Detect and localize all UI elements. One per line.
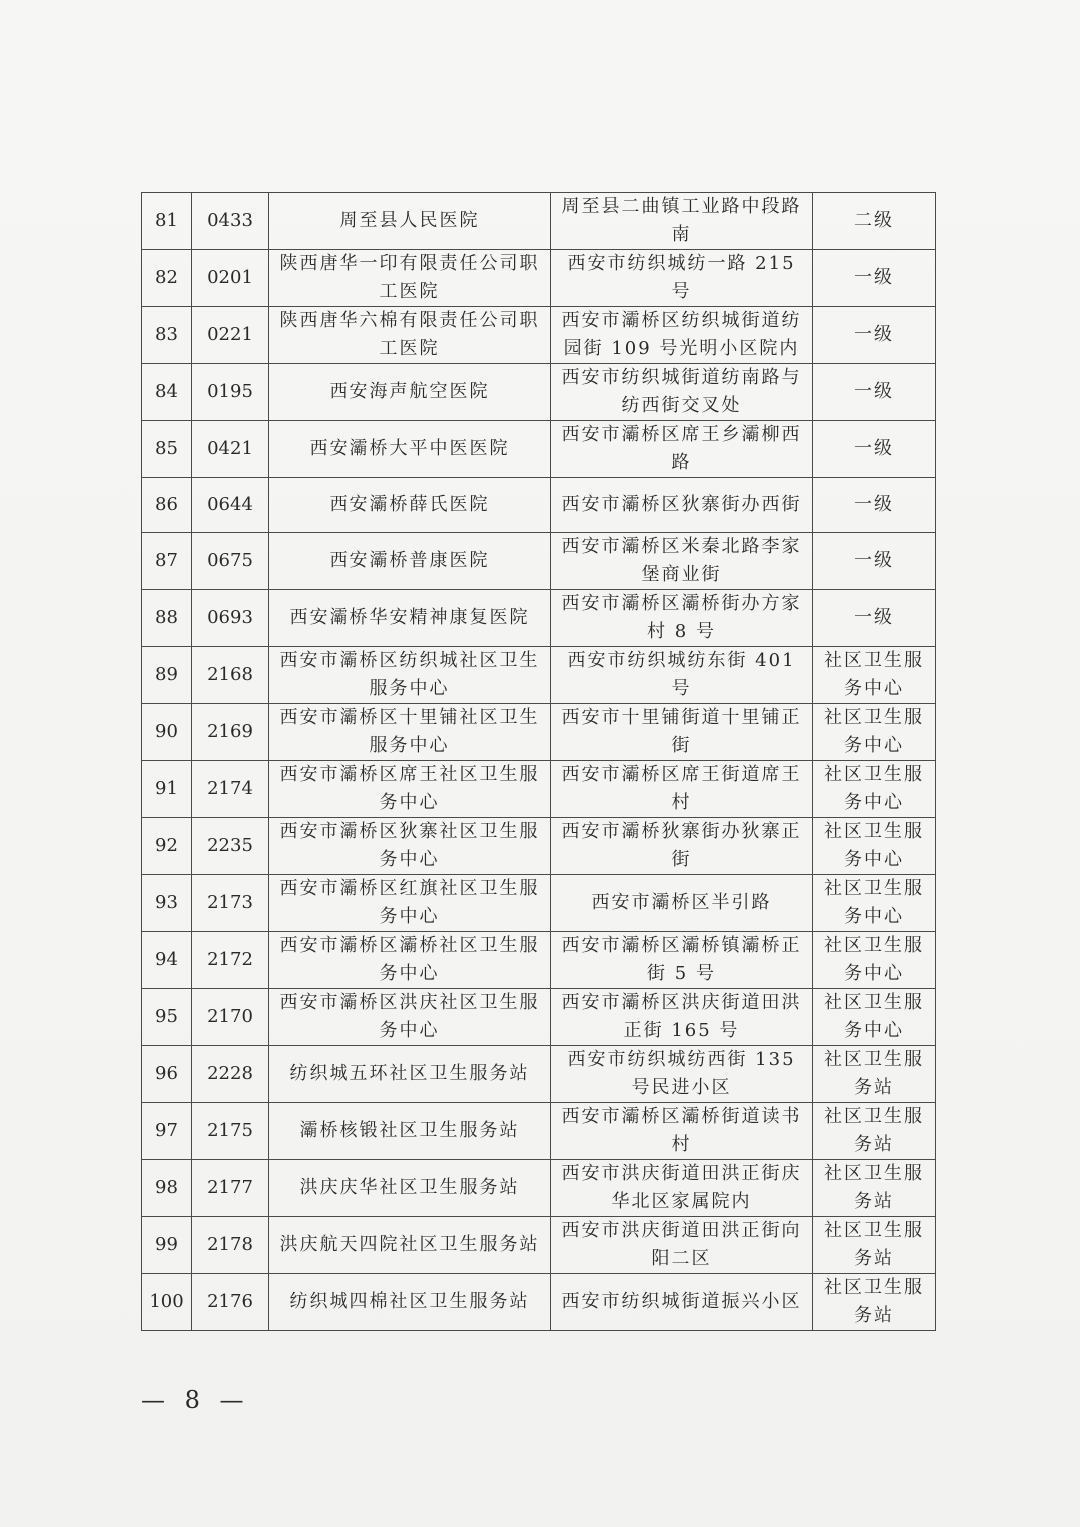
institution-code-cell: 2170 — [192, 989, 269, 1046]
address-cell: 西安市灞桥区纺织城街道纺园街 109 号光明小区院内 — [551, 307, 813, 364]
address-cell: 西安市灞桥区席王街道席王村 — [551, 761, 813, 818]
institution-code-cell: 2178 — [192, 1217, 269, 1274]
institution-code-cell: 2168 — [192, 647, 269, 704]
level-cell: 一级 — [813, 533, 936, 590]
institution-name-cell: 西安海声航空医院 — [269, 364, 551, 421]
institution-code-cell: 2177 — [192, 1160, 269, 1217]
level-cell: 社区卫生服务中心 — [813, 647, 936, 704]
address-cell: 西安市灞桥区席王乡灞柳西路 — [551, 421, 813, 478]
table-row — [142, 307, 936, 364]
table-row — [142, 704, 936, 761]
institution-name-cell: 西安灞桥大平中医医院 — [269, 421, 551, 478]
institution-name-cell: 西安市灞桥区纺织城社区卫生服务中心 — [269, 647, 551, 704]
table-row — [142, 1217, 936, 1274]
row-number-cell: 98 — [142, 1160, 192, 1217]
institution-code-cell: 2173 — [192, 875, 269, 932]
row-number-cell: 83 — [142, 307, 192, 364]
institution-name-cell: 灞桥核锻社区卫生服务站 — [269, 1103, 551, 1160]
institution-code-cell: 2175 — [192, 1103, 269, 1160]
institution-name-cell: 陕西唐华六棉有限责任公司职工医院 — [269, 307, 551, 364]
level-cell: 社区卫生服务中心 — [813, 989, 936, 1046]
institution-code-cell: 2172 — [192, 932, 269, 989]
row-number-cell: 93 — [142, 875, 192, 932]
address-cell: 西安市纺织城街道振兴小区 — [551, 1274, 813, 1331]
level-cell: 一级 — [813, 421, 936, 478]
table-row — [142, 818, 936, 875]
level-cell: 社区卫生服务站 — [813, 1046, 936, 1103]
table-row — [142, 647, 936, 704]
level-cell: 社区卫生服务站 — [813, 1103, 936, 1160]
level-cell: 社区卫生服务中心 — [813, 761, 936, 818]
institution-code-cell: 2174 — [192, 761, 269, 818]
level-cell: 一级 — [813, 364, 936, 421]
institution-code-cell: 2176 — [192, 1274, 269, 1331]
row-number-cell: 97 — [142, 1103, 192, 1160]
table-row — [142, 1046, 936, 1103]
address-cell: 西安市灞桥区米秦北路李家堡商业街 — [551, 533, 813, 590]
institution-name-cell: 西安灞桥华安精神康复医院 — [269, 590, 551, 647]
row-number-cell: 90 — [142, 704, 192, 761]
medical-institution-table — [141, 192, 936, 1331]
institution-code-cell: 0201 — [192, 250, 269, 307]
row-number-cell: 89 — [142, 647, 192, 704]
row-number-cell: 94 — [142, 932, 192, 989]
row-number-cell: 84 — [142, 364, 192, 421]
table-row — [142, 1160, 936, 1217]
institution-name-cell: 洪庆航天四院社区卫生服务站 — [269, 1217, 551, 1274]
institution-name-cell: 纺织城四棉社区卫生服务站 — [269, 1274, 551, 1331]
table-row — [142, 364, 936, 421]
institution-name-cell: 西安灞桥普康医院 — [269, 533, 551, 590]
institution-name-cell: 西安灞桥薛氏医院 — [269, 478, 551, 533]
address-cell: 西安市灞桥区灞桥镇灞桥正街 5 号 — [551, 932, 813, 989]
institution-name-cell: 陕西唐华一印有限责任公司职工医院 — [269, 250, 551, 307]
institution-code-cell: 0221 — [192, 307, 269, 364]
address-cell: 西安市灞桥区半引路 — [551, 875, 813, 932]
level-cell: 一级 — [813, 590, 936, 647]
address-cell: 西安市纺织城纺西街 135 号民进小区 — [551, 1046, 813, 1103]
institution-code-cell: 0433 — [192, 193, 269, 250]
table-row — [142, 875, 936, 932]
address-cell: 西安市十里铺街道十里铺正街 — [551, 704, 813, 761]
address-cell: 西安市纺织城街道纺南路与纺西街交叉处 — [551, 364, 813, 421]
row-number-cell: 91 — [142, 761, 192, 818]
table-row — [142, 932, 936, 989]
level-cell: 一级 — [813, 250, 936, 307]
row-number-cell: 100 — [142, 1274, 192, 1331]
institution-code-cell: 2169 — [192, 704, 269, 761]
level-cell: 一级 — [813, 307, 936, 364]
level-cell: 社区卫生服务中心 — [813, 704, 936, 761]
institution-name-cell: 周至县人民医院 — [269, 193, 551, 250]
institution-code-cell: 0693 — [192, 590, 269, 647]
address-cell: 西安市洪庆街道田洪正街向阳二区 — [551, 1217, 813, 1274]
table-row — [142, 193, 936, 250]
institution-name-cell: 西安市灞桥区狄寨社区卫生服务中心 — [269, 818, 551, 875]
table-row — [142, 533, 936, 590]
address-cell: 西安市灞桥狄寨街办狄寨正街 — [551, 818, 813, 875]
table-row — [142, 250, 936, 307]
row-number-cell: 95 — [142, 989, 192, 1046]
institution-name-cell: 西安市灞桥区红旗社区卫生服务中心 — [269, 875, 551, 932]
table-row — [142, 989, 936, 1046]
institution-code-cell: 2228 — [192, 1046, 269, 1103]
institution-name-cell: 西安市灞桥区十里铺社区卫生服务中心 — [269, 704, 551, 761]
institution-name-cell: 西安市灞桥区灞桥社区卫生服务中心 — [269, 932, 551, 989]
institution-name-cell: 西安市灞桥区洪庆社区卫生服务中心 — [269, 989, 551, 1046]
institution-code-cell: 0421 — [192, 421, 269, 478]
table-row — [142, 1103, 936, 1160]
address-cell: 西安市灞桥区灞桥街办方家村 8 号 — [551, 590, 813, 647]
table-row — [142, 478, 936, 533]
row-number-cell: 85 — [142, 421, 192, 478]
level-cell: 社区卫生服务中心 — [813, 818, 936, 875]
address-cell: 西安市灞桥区狄寨街办西街 — [551, 478, 813, 533]
level-cell: 社区卫生服务中心 — [813, 875, 936, 932]
row-number-cell: 99 — [142, 1217, 192, 1274]
level-cell: 二级 — [813, 193, 936, 250]
level-cell: 社区卫生服务站 — [813, 1274, 936, 1331]
row-number-cell: 88 — [142, 590, 192, 647]
address-cell: 西安市灞桥区灞桥街道读书村 — [551, 1103, 813, 1160]
institution-name-cell: 洪庆庆华社区卫生服务站 — [269, 1160, 551, 1217]
institution-name-cell: 纺织城五环社区卫生服务站 — [269, 1046, 551, 1103]
table-row — [142, 590, 936, 647]
institution-name-cell: 西安市灞桥区席王社区卫生服务中心 — [269, 761, 551, 818]
table-row — [142, 421, 936, 478]
row-number-cell: 87 — [142, 533, 192, 590]
level-cell: 社区卫生服务站 — [813, 1160, 936, 1217]
level-cell: 社区卫生服务中心 — [813, 932, 936, 989]
table-row — [142, 761, 936, 818]
address-cell: 西安市洪庆街道田洪正街庆华北区家属院内 — [551, 1160, 813, 1217]
institution-code-cell: 0195 — [192, 364, 269, 421]
institution-code-cell: 0644 — [192, 478, 269, 533]
level-cell: 一级 — [813, 478, 936, 533]
row-number-cell: 82 — [142, 250, 192, 307]
address-cell: 西安市纺织城纺一路 215 号 — [551, 250, 813, 307]
address-cell: 周至县二曲镇工业路中段路南 — [551, 193, 813, 250]
page-number: — 8 — — [141, 1386, 250, 1414]
institution-code-cell: 0675 — [192, 533, 269, 590]
row-number-cell: 81 — [142, 193, 192, 250]
table-body — [142, 193, 936, 1331]
level-cell: 社区卫生服务站 — [813, 1217, 936, 1274]
row-number-cell: 86 — [142, 478, 192, 533]
row-number-cell: 92 — [142, 818, 192, 875]
address-cell: 西安市纺织城纺东街 401 号 — [551, 647, 813, 704]
institution-code-cell: 2235 — [192, 818, 269, 875]
address-cell: 西安市灞桥区洪庆街道田洪正街 165 号 — [551, 989, 813, 1046]
table-row — [142, 1274, 936, 1331]
row-number-cell: 96 — [142, 1046, 192, 1103]
